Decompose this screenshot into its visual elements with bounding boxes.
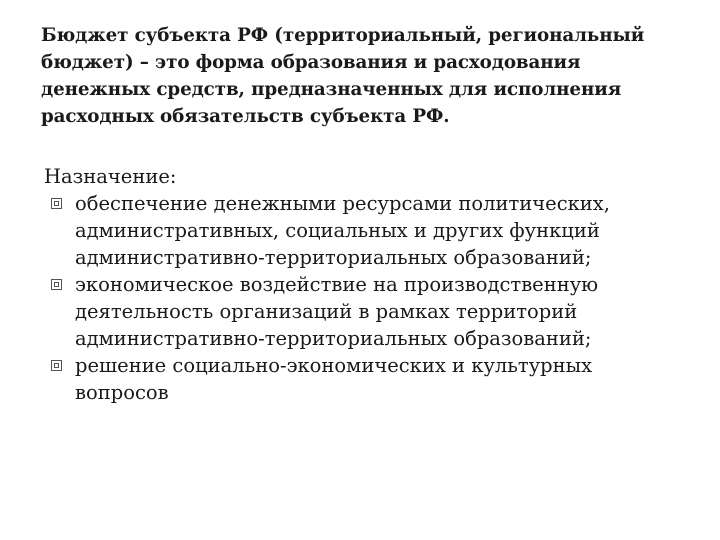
definition-line: денежных средств, предназначенных для исполнения <box>41 79 622 100</box>
list-item-line: вопросов <box>75 381 169 404</box>
list-item-line: административно-территориальных образований; <box>75 246 592 269</box>
purpose-heading: Назначение: <box>44 165 177 188</box>
list-item-line: экономическое воздействие на производственную <box>75 273 599 296</box>
definition-line: бюджет) – это форма образования и расходования <box>41 52 581 73</box>
square-bullet-icon <box>51 279 62 290</box>
list-item-line: обеспечение денежными ресурсами политических, <box>75 192 610 215</box>
list-item-line: административных, социальных и других функций <box>75 219 600 242</box>
definition-line: Бюджет субъекта РФ (территориальный, региональный <box>41 25 645 46</box>
list-item-line: деятельность организаций в рамках территорий <box>75 300 578 323</box>
square-bullet-icon <box>51 198 62 209</box>
definition-line: расходных обязательств субъекта РФ. <box>41 106 450 127</box>
list-item-line: решение социально-экономических и культурных <box>75 354 593 377</box>
definition-paragraph <box>41 22 701 130</box>
list-item <box>44 190 694 271</box>
list-item-line: административно-территориальных образований; <box>75 327 592 350</box>
square-bullet-icon <box>51 360 62 371</box>
list-item <box>44 271 694 352</box>
purpose-list <box>44 190 694 406</box>
list-item <box>44 352 694 406</box>
